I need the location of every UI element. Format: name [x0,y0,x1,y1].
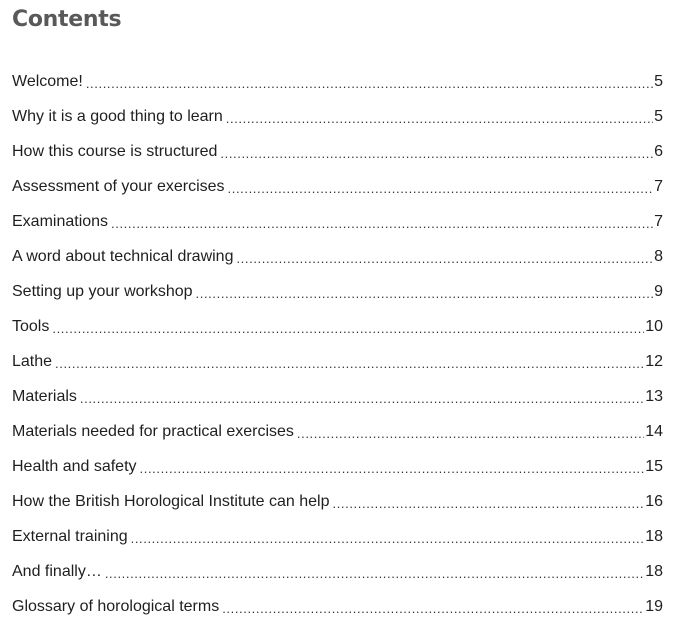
toc-entry-title[interactable]: Welcome! [12,72,83,90]
toc-entry-title[interactable]: Tools [12,317,50,335]
toc-entry-title[interactable]: External training [12,527,128,545]
toc-entry-title[interactable]: Assessment of your exercises [12,177,225,195]
toc-entry-title[interactable]: A word about technical drawing [12,247,234,265]
toc-entry-materials[interactable] [12,379,663,414]
toc-entry-page: 18 [645,562,663,580]
toc-entry-glossary[interactable] [12,589,663,624]
toc-entry-page: 15 [645,457,663,475]
toc-entry-page: 12 [645,352,663,370]
toc-entry-examinations[interactable] [12,204,663,239]
toc-entry-why-learn[interactable] [12,99,663,134]
dot-leader [228,179,654,199]
toc-entry-page: 9 [654,282,663,300]
toc-entry-tools[interactable] [12,309,663,344]
toc-entry-welcome[interactable] [12,64,663,99]
toc-entry-health-safety[interactable] [12,449,663,484]
toc-entry-title[interactable]: And finally… [12,562,102,580]
toc-entry-page: 10 [645,317,663,335]
toc-entry-page: 5 [654,107,663,125]
toc-entry-page: 19 [645,597,663,615]
toc-entry-assessment[interactable] [12,169,663,204]
toc-entry-title[interactable]: Materials needed for practical exercises [12,422,294,440]
page-title: Contents [12,7,122,32]
toc-entry-title[interactable]: How this course is structured [12,142,218,160]
toc-entry-page: 8 [654,247,663,265]
toc-entry-bhi-help[interactable] [12,484,663,519]
toc-entry-title[interactable]: Examinations [12,212,109,230]
toc-entry-technical-drawing[interactable] [12,239,663,274]
dot-leader [236,249,653,269]
toc-entry-page: 18 [645,527,663,545]
toc-entry-title[interactable]: Health and safety [12,457,137,475]
dot-leader [226,109,653,129]
toc-entry-page: 6 [654,142,663,160]
toc-entry-title[interactable]: Lathe [12,352,53,370]
dot-leader [80,389,644,409]
toc-entry-course-structure[interactable] [12,134,663,169]
toc-entry-lathe[interactable] [12,344,663,379]
toc-entry-page: 7 [654,212,663,230]
toc-entry-workshop[interactable] [12,274,663,309]
dot-leader [220,144,653,164]
toc-entry-page: 7 [654,177,663,195]
toc-entry-and-finally[interactable] [12,554,663,589]
table-of-contents [12,64,663,624]
dot-leader [131,529,645,549]
dot-leader [297,424,644,444]
dot-leader [55,354,644,374]
dot-leader [105,564,644,584]
dot-leader [52,319,644,339]
toc-entry-practical-materials[interactable] [12,414,663,449]
toc-entry-page: 13 [645,387,663,405]
toc-entry-page: 5 [654,72,663,90]
dot-leader [333,494,645,514]
dot-leader [196,284,654,304]
dot-leader [222,599,644,619]
dot-leader [140,459,645,479]
toc-entry-page: 16 [645,492,663,510]
toc-entry-external-training[interactable] [12,519,663,554]
toc-entry-title[interactable]: Glossary of horological terms [12,597,220,615]
dot-leader [86,74,653,94]
toc-entry-page: 14 [645,422,663,440]
toc-entry-title[interactable]: Materials [12,387,77,405]
toc-entry-title[interactable]: Why it is a good thing to learn [12,107,223,125]
dot-leader [111,214,653,234]
toc-entry-title[interactable]: How the British Horological Institute can help [12,492,330,510]
toc-entry-title[interactable]: Setting up your workshop [12,282,193,300]
